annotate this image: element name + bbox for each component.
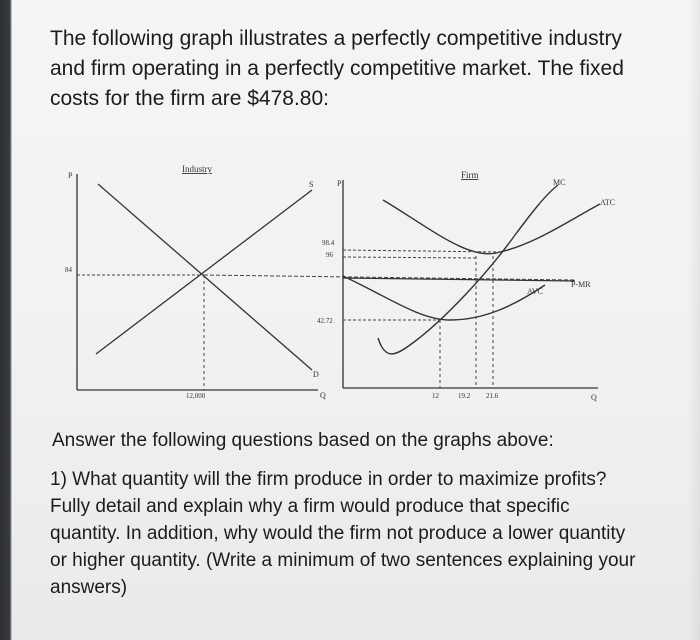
atc-curve: [383, 200, 600, 254]
firm-price-tick-1: 98.4: [322, 239, 335, 247]
firm-quantity-tick-1: 12: [432, 392, 439, 400]
firm-quantity-tick-2: 19.2: [458, 392, 471, 400]
pmr-label: P-MR: [571, 280, 591, 289]
industry-x-axis-label: Q: [320, 391, 326, 400]
answer-heading: Answer the following questions based on the graphs above:: [52, 430, 554, 451]
firm-x-axis-label: Q: [591, 393, 597, 402]
avc-curve: [343, 276, 545, 320]
firm-title: Firm: [461, 170, 479, 180]
supply-label: S: [309, 180, 314, 189]
atc-label: ATC: [600, 198, 616, 207]
firm-graph: [317, 170, 615, 402]
industry-y-axis-label: P: [68, 171, 73, 180]
firm-price-tick-2: 96: [326, 251, 333, 259]
price-96-line: [343, 257, 476, 258]
question-1-text: 1) What quantity will the firm produce in order to maximize profits? Fully detail and explain why a firm would produce that specific quantity. In addition, why would the firm not produce a lower quantity or higher quantity. (Write a minimum of two sentences explaining your answers): [50, 469, 636, 598]
industry-graph: [65, 164, 326, 400]
firm-price-tick-3: 42.72: [317, 317, 333, 325]
page-edge-shadow: [688, 0, 700, 640]
intro-text: The following graph illustrates a perfectly competitive industry and firm operating in a perfectly competitive market. The fixed costs for the firm are $478.80:: [50, 27, 624, 110]
demand-label: D: [313, 370, 319, 379]
industry-price-tick: 84: [65, 266, 72, 274]
firm-quantity-tick-3: 21.6: [486, 392, 499, 400]
industry-quantity-tick: 12,000: [186, 392, 206, 400]
firm-y-axis-label: P: [337, 179, 342, 188]
industry-title: Industry: [182, 164, 212, 174]
avc-label: AVC: [527, 287, 543, 296]
mc-curve: [378, 185, 558, 354]
demand-curve: [98, 184, 312, 370]
mc-label: MC: [553, 178, 566, 187]
